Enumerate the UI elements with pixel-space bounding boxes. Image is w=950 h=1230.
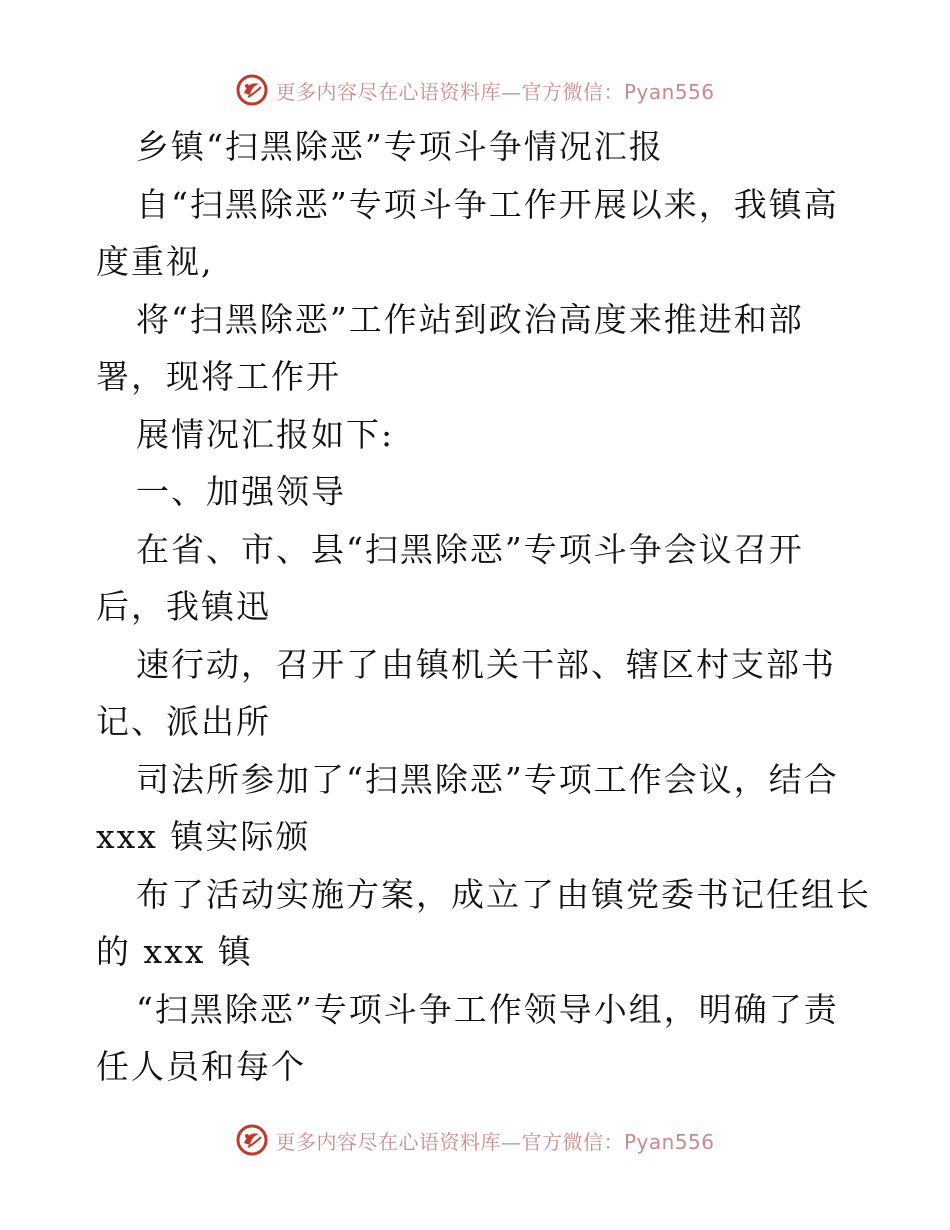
paragraph-line: 司法所参加了“扫黑除恶”专项工作会议，结合 — [136, 759, 839, 799]
paragraph-line: 速行动，召开了由镇机关干部、辖区村支部书 — [136, 644, 836, 684]
paragraph-line: 记、派出所 — [96, 702, 271, 741]
footer-watermark — [0, 1120, 950, 1160]
header-site-name: 更多内容尽在心语资料库 — [275, 79, 501, 104]
paragraph-line: 在省、市、县“扫黑除恶”专项斗争会议召开 — [136, 529, 804, 569]
footer-wechat-id: Pyan556 — [623, 1129, 715, 1154]
paragraph-line: 将“扫黑除恶”工作站到政治高度来推进和部 — [136, 299, 804, 339]
header-wechat-id: Pyan556 — [623, 79, 715, 104]
paragraph-line: 自“扫黑除恶”专项斗争工作开展以来，我镇高 — [136, 184, 839, 224]
paragraph-line: 度重视, — [96, 242, 214, 281]
paragraph-line: xxx 镇实际颁 — [96, 817, 311, 856]
document-title: 乡镇“扫黑除恶”专项斗争情况汇报 — [136, 127, 664, 166]
header-watermark — [0, 70, 950, 110]
paragraph-line: 署，现将工作开 — [96, 357, 341, 396]
paragraph-line: 布了活动实施方案，成立了由镇党委书记任组长 — [136, 874, 871, 914]
header-watermark-text — [275, 76, 714, 105]
swirl-logo-icon — [235, 73, 269, 107]
header-separator: — — [500, 79, 522, 104]
footer-separator: — — [500, 1129, 522, 1154]
paragraph-line: 后，我镇迅 — [96, 587, 271, 626]
footer-watermark-text — [275, 1126, 714, 1155]
footer-site-name: 更多内容尽在心语资料库 — [275, 1129, 501, 1154]
footer-wechat-label: 官方微信： — [521, 1129, 624, 1154]
header-wechat-label: 官方微信： — [521, 79, 624, 104]
section-heading: 一、加强领导 — [136, 472, 346, 511]
paragraph-line: “扫黑除恶”专项斗争工作领导小组，明确了责 — [136, 989, 839, 1029]
paragraph-line: 任人员和每个 — [96, 1047, 306, 1086]
document-body — [96, 118, 871, 1096]
paragraph-line: 的 xxx 镇 — [96, 932, 253, 971]
paragraph-line: 展情况汇报如下: — [136, 414, 395, 454]
swirl-logo-icon — [235, 1123, 269, 1157]
